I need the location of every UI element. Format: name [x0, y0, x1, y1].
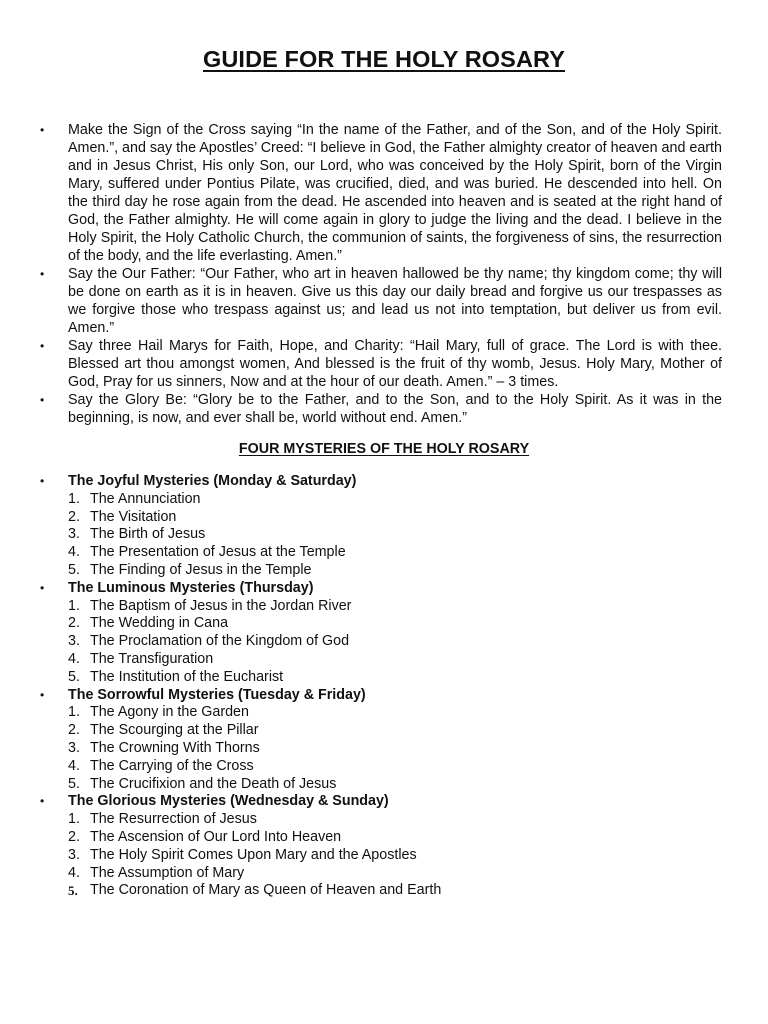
intro-item-text: Say the Our Father: “Our Father, who art in heaven hallowed be thy name; thy kingdom come; thy will be done on earth as it is in heaven. Give us this day our daily bread and forgive us our trespasses as we forgive those who trespass against us; and lead us not into temptation, but deliver us from evil. Amen.” [68, 266, 722, 336]
item-text: The Baptism of Jesus in the Jordan River [90, 597, 352, 614]
list-item [36, 847, 722, 865]
item-text: The Coronation of Mary as Queen of Heaven and Earth [90, 882, 442, 899]
list-item [36, 651, 722, 669]
list-item [36, 491, 722, 509]
item-text: The Proclamation of the Kingdom of God [90, 633, 350, 650]
mysteries-list [36, 473, 722, 900]
intro-item-hail-marys [36, 337, 722, 391]
list-item [36, 776, 722, 794]
list-item [36, 758, 722, 776]
item-number: 4. [68, 650, 80, 667]
item-text: The Institution of the Eucharist [90, 668, 284, 685]
mysteries-subtitle: FOUR MYSTERIES OF THE HOLY ROSARY [238, 441, 530, 457]
item-number: 2. [68, 615, 80, 632]
list-item [36, 829, 722, 847]
bullet-icon: • [40, 580, 45, 595]
item-text: The Ascension of Our Lord Into Heaven [90, 828, 342, 845]
intro-item-text: Make the Sign of the Cross saying “In the name of the Father, and of the Son, and of the Holy Spirit. Amen.”, and say the Apostles’ Creed: “I believe in God, the Father almighty creator of heaven and earth and in Jesus Christ, His only Son, our Lord, who was conceived by the Holy Spirit, born of the Virgin Mary, suffered under Pontius Pilate, was crucified, died, and was buried. He descended into hell. On the third day he rose again from the dead. He ascended into heaven and is seated at the right hand of God, the Father almighty. He will come again in glory to judge the living and the dead. I believe in the Holy Spirit, the Holy Catholic Church, the communion of saints, the forgiveness of sins, the resurrection of the body, and the life everlasting. Amen.” [68, 122, 722, 264]
list-item [36, 882, 722, 900]
item-number: 1. [68, 597, 80, 614]
item-number: 4. [68, 864, 80, 881]
group-heading-text: The Glorious Mysteries (Wednesday & Sunday) [68, 793, 389, 810]
list-item [36, 615, 722, 633]
item-text: The Finding of Jesus in the Temple [90, 561, 312, 578]
item-text: The Assumption of Mary [90, 864, 245, 881]
document-title: GUIDE FOR THE HOLY ROSARY [202, 46, 565, 72]
list-item [36, 526, 722, 544]
item-number: 4. [68, 544, 80, 561]
item-text: The Transfiguration [90, 650, 214, 667]
item-number: 5. [68, 775, 80, 792]
bullet-icon: • [40, 267, 45, 281]
list-item [36, 669, 722, 687]
group-heading-glorious [36, 793, 722, 811]
list-item [36, 544, 722, 562]
item-text: The Crucifixion and the Death of Jesus [90, 775, 337, 792]
item-text: The Scourging at the Pillar [90, 722, 259, 739]
intro-item-text: Say three Hail Marys for Faith, Hope, and Charity: “Hail Mary, full of grace. The Lord is with thee. Blessed art thou amongst women, And blessed is the fruit of thy womb, Jesus. Holy Mary, Mother of God, Pray for us sinners, Now and at the hour of our death. Amen.” – 3 times. [68, 338, 722, 390]
item-text: The Agony in the Garden [90, 704, 249, 721]
item-number: 5. [68, 668, 80, 685]
bullet-icon: • [40, 123, 45, 137]
group-heading-text: The Sorrowful Mysteries (Tuesday & Friday) [68, 686, 366, 703]
item-text: The Carrying of the Cross [90, 757, 254, 774]
item-number: 3. [68, 633, 80, 650]
item-text: The Resurrection of Jesus [90, 811, 257, 828]
item-number: 3. [68, 846, 80, 863]
item-number: 4. [68, 757, 80, 774]
item-number: 2. [68, 508, 80, 525]
list-item [36, 633, 722, 651]
bullet-icon: • [40, 794, 45, 809]
list-item [36, 509, 722, 527]
group-heading-joyful [36, 473, 722, 491]
intro-item-our-father [36, 265, 722, 337]
item-text: The Crowning With Thorns [90, 739, 260, 756]
list-item [36, 740, 722, 758]
item-number: 5. [68, 883, 78, 899]
item-number: 2. [68, 722, 80, 739]
bullet-icon: • [40, 393, 45, 407]
intro-list [36, 121, 722, 427]
item-text: The Presentation of Jesus at the Temple [90, 544, 346, 561]
group-heading-sorrowful [36, 687, 722, 705]
intro-item-glory-be [36, 391, 722, 427]
item-text: The Wedding in Cana [90, 615, 229, 632]
item-number: 2. [68, 828, 80, 845]
item-number: 1. [68, 490, 80, 507]
item-number: 3. [68, 739, 80, 756]
item-number: 1. [68, 704, 80, 721]
list-item [36, 704, 722, 722]
group-heading-text: The Luminous Mysteries (Thursday) [68, 579, 314, 596]
item-number: 5. [68, 561, 80, 578]
item-text: The Visitation [90, 508, 177, 525]
intro-item-text: Say the Glory Be: “Glory be to the Father, and to the Son, and to the Holy Spirit. As it was in the beginning, is now, and ever shall be, world without end. Amen.” [68, 392, 722, 426]
bullet-icon: • [40, 339, 45, 353]
item-number: 3. [68, 526, 80, 543]
bullet-icon: • [40, 687, 45, 702]
list-item [36, 865, 722, 883]
bullet-icon: • [40, 474, 45, 488]
list-item [36, 811, 722, 829]
item-number: 1. [68, 811, 80, 828]
group-heading-luminous [36, 580, 722, 598]
item-text: The Annunciation [90, 490, 201, 507]
list-item [36, 722, 722, 740]
list-item [36, 598, 722, 616]
intro-item-sign-of-cross [36, 121, 722, 265]
item-text: The Holy Spirit Comes Upon Mary and the Apostles [90, 846, 417, 863]
list-item [36, 562, 722, 580]
item-text: The Birth of Jesus [90, 526, 206, 543]
group-heading-text: The Joyful Mysteries (Monday & Saturday) [68, 473, 357, 489]
